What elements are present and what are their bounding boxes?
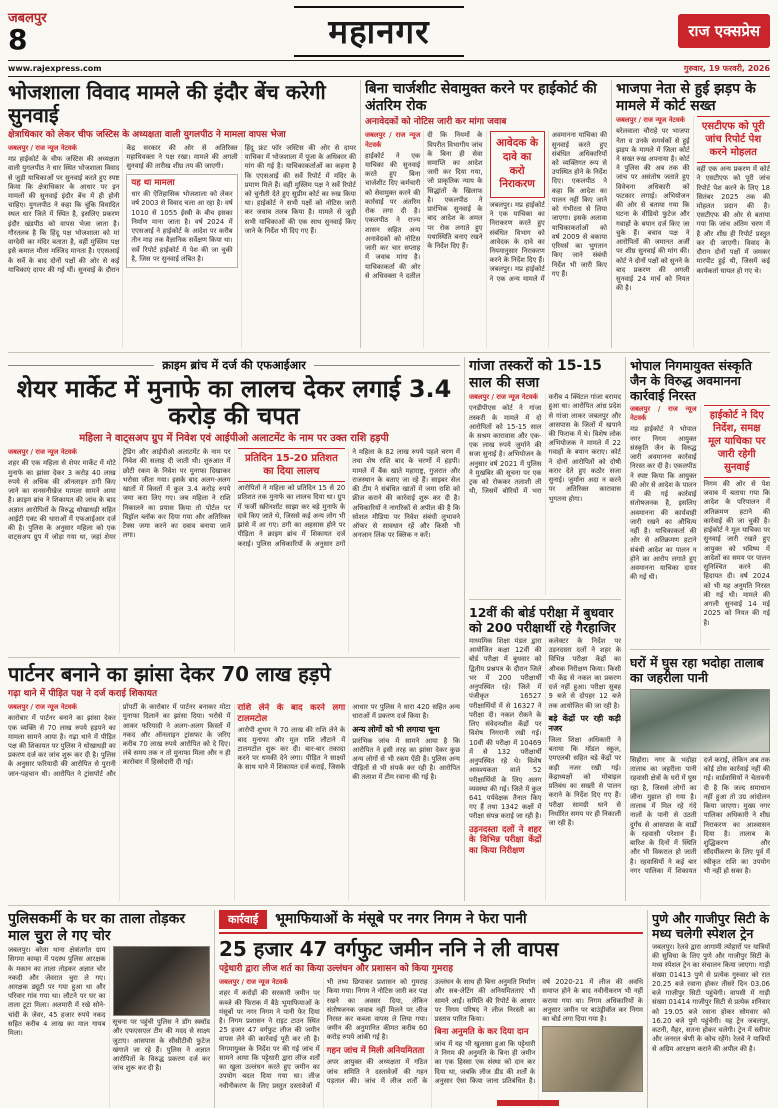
section-divider (8, 905, 770, 906)
partner-sub1-title: राशि लेने के बाद करने लगा टालमटोल (237, 703, 346, 724)
article-theft-body (8, 946, 210, 1108)
website-url: www.rajexpress.com (8, 64, 102, 73)
byline: जबलपुर / राज न्यूज नेटवर्क (8, 143, 77, 152)
body-text: मप्र हाईकोर्ट के चीफ जस्टिस की अध्यक्षता वाली युगलपीठ ने धार स्थित भोजशाला विवाद से जुड़ी याचिकाओं पर सुनवाई करते हुए स्पष्ट किया कि क्षेत्राधिकार के आधार पर इन मामलों की सुनवाई इंदौर बेंच में ही होनी चाहिए। युगलपीठ ने कहा कि चूंकि विवादित स्थल धार जिले में स्थित है, इसलिए प्रकरण इंदौर खंडपीठ को वापस भेजा जाता है। गौरतलब है कि हिंदू पक्ष भोजशाला को मां वाग्देवी का मंदिर बताता है, वहीं मुस्लिम पक्ष इसे कमाल मौला मस्जिद मानता है। एएसआई के सर्वे के बाद दोनों पक्षों की ओर से कई याचिकाएं दायर की गई थीं। सुनवाई के दौरान केंद्र सरकार की ओर से अतिरिक्त महाधिवक्ता ने पक्ष रखा। मामले की अगली सुनवाई की तारीख शीघ्र तय की जाएगी। (8, 143, 238, 274)
body-text: माध्यमिक शिक्षा मंडल द्वारा आयोजित कक्षा 12वीं की बोर्ड परीक्षा में बुधवार को द्वितीय प्रश्नपत्र के दौरान जिले भर में 200 परीक्षार्थी अनुपस्थित रहे। जिले में पंजीकृत 16527 परीक्षार्थियों में से 16327 ने परीक्षा दी। नकल रोकने के लिए संवेदनशील केंद्रों पर विशेष निगरानी रखी गई। 10वीं की परीक्षा में 10469 में से 132 परीक्षार्थी अनुपस्थित रहे थे। विशेष आवश्यकता वाले 52 परीक्षार्थियों के लिए अलग व्यवस्था की गई। जिले में कुल 641 पर्यवेक्षक तैनात किए गए हैं तथा 1342 कक्षों में परीक्षा संपन्न कराई जा रही है। (469, 637, 542, 821)
partner-sub2-title: अन्य लोगों को भी लगाया चूना (352, 724, 440, 734)
column-divider (625, 357, 626, 901)
notice-red-box (490, 131, 545, 198)
page-number: 8 (8, 23, 28, 56)
column-divider (611, 80, 612, 348)
body-text: कलेक्टर के निर्देश पर उड़नदस्ता दलों ने शहर के विभिन्न परीक्षा केंद्रों का औचक निरीक्षण किया। किसी भी केंद्र से नकल का प्रकरण दर्ज नहीं हुआ। परीक्षा सुबह 9 बजे से दोपहर 12 बजे तक आयोजित की जा रही है। (548, 637, 621, 710)
article-train-headline: पुणे और गाजीपुर सिटी के मध्य चलेगी स्पेशल ट्रेन (652, 911, 770, 941)
pond-photo (630, 689, 770, 753)
banner-title: एसटीएफ को पूरी जांच रिपोर्ट पेश करने मोहलत (701, 121, 765, 159)
crime-branch-kicker (8, 358, 460, 373)
edition-date: गुरुवार, 19 फरवरी, 2026 (683, 64, 770, 73)
article-police-theft (8, 910, 210, 1108)
action-tagstrip (219, 910, 643, 934)
masthead-left (8, 4, 138, 58)
body-text: शहर की एक महिला से शेयर मार्केट में मोटे मुनाफे का झांसा देकर 3 करोड़ 40 लाख रुपये से अधिक की ऑनलाइन ठगी किए जाने का सनसनीखेज मामला सामने आया है। क्राइम ब्रांच ने शिकायत की जांच के बाद अज्ञात आरोपितों के विरुद्ध धोखाधड़ी सहित आईटी एक्ट की धाराओं में एफआईआर दर्ज की है। पुलिस के अनुसार महिला को एक वाट्सअप ग्रुप में जोड़ा गया था, जहां शेयर ट्रेडिंग और आईपीओ अलाटमेंट के नाम पर निवेश की सलाह दी जाती थी। शुरुआत में छोटी रकम के निवेश पर मुनाफा दिखाकर भरोसा जीता गया। इसके बाद अलग-अलग खातों में किस्तों में कुल 3.4 करोड़ रुपये जमा करा लिए गए। जब महिला ने राशि निकालने का प्रयास किया तो पोर्टल पर विड्रॉल ब्लॉक कर दिया गया और अतिरिक्त टैक्स जमा करने का दबाव बनाया जाने लगा। (8, 448, 231, 542)
section-divider (469, 599, 621, 600)
body-text: जबलपुर। मप्र हाईकोर्ट ने एक अन्य मामले में अवमानना याचिका की सुनवाई करते हुए संबंधित अधिकारियों को व्यक्तिगत रूप से उपस्थित होने के निर्देश दिए। एकलपीठ ने कहा कि आदेश का पालन नहीं किए जाने को गंभीरता से लिया जाएगा। इसके अलावा याचिकाकर्ताओं को वर्ष 2009 से बकाया एरियर्स का भुगतान किए जाने संबंधी निर्देश भी जारी किए गए हैं। (489, 131, 607, 283)
reclaimed-land-photo (542, 1026, 643, 1092)
body-text: सूचना पर पहुंची पुलिस ने डॉग स्क्वॉड और एफएसएल टीम की मदद से साक्ष्य जुटाए। आसपास के सीसीटीवी फुटेज खंगाले जा रहे हैं। पुलिस ने अज्ञात आरोपितों के विरुद्ध प्रकरण दर्ज कर जांच शुरू कर दी है। (112, 1018, 210, 1073)
article-partner-body (8, 703, 460, 901)
byline: जबलपुर / राज न्यूज नेटवर्क (8, 448, 77, 457)
action-tag: कार्रवाई (219, 910, 267, 929)
body-text: जबलपुर। रेलवे द्वारा आगामी त्योहारों पर यात्रियों की सुविधा के लिए पुणे और गाजीपुर सिटी के मध्य स्पेशल ट्रेन का संचालन किया जाएगा। गाड़ी संख्या 01413 पुणे से प्रत्येक गुरुवार को रात 20.25 बजे रवाना होकर तीसरे दिन 03.06 बजे गाजीपुर सिटी पहुंचेगी। वापसी में गाड़ी संख्या 01414 गाजीपुर सिटी से प्रत्येक शनिवार को 19.05 बजे रवाना होकर सोमवार को 16.20 बजे पुणे पहुंचेगी। यह ट्रेन जबलपुर, कटनी, मैहर, सतना होकर चलेगी। ट्रेन में स्लीपर और जनरल श्रेणी के कोच रहेंगे। रेलवे ने यात्रियों से अग्रिम आरक्षण कराने की अपील की है। (652, 943, 770, 1053)
hc-direction-banner (704, 405, 771, 478)
body-text: वहीं एक अन्य प्रकरण में कोर्ट ने एसटीएफ को पूरी जांच रिपोर्ट पेश करने के लिए 18 सितंबर 2025 तक की मोहलत प्रदान की है। एसटीएफ की ओर से बताया गया कि जांच अंतिम चरण में है और शीघ्र ही रिपोर्ट प्रस्तुत कर दी जाएगी। विवाद के दौरान दोनों पक्षों में जमकर मारपीट हुई थी, जिसमें कई कार्यकर्ता घायल हो गए थे। (696, 165, 770, 275)
body-text: सिहोरा। नगर के भदोहा तालाब का जहरीला पानी रहवासी क्षेत्रों के घरों में घुस रहा है, जिससे लोगों का जीना मुहाल हो गया है। तालाब में मिल रहे गंदे नालों के पानी से उठती दुर्गंध से आसपास के वार्डों के रहवासी परेशान हैं। बारिश के दिनों में स्थिति और भी विकराल हो जाती है। रहवासियों ने कई बार नगर पालिका में शिकायत दर्ज कराई, लेकिन अब तक कोई ठोस कार्रवाई नहीं की गई। वार्डवासियों ने चेतावनी दी है कि जल्द समाधान नहीं हुआ तो उग्र आंदोलन किया जाएगा। मुख्य नगर पालिका अधिकारी ने शीघ्र निराकरण का आश्वासन दिया है। तालाब के शुद्धिकरण और सौंदर्यीकरण के लिए पूर्व में स्वीकृत राशि का उपयोग भी नहीं हो सका है। (630, 756, 770, 875)
body-text: शहर में करोड़ों की सरकारी जमीन पर कब्जे की फिराक में बैठे भूमाफियाओं के मंसूबों पर नगर निगम ने पानी फेर दिया है। निगम प्रशासन ने राइट टाउन स्थित 25 हजार 47 वर्गफुट लीज की जमीन वापस लेने की कार्रवाई पूरी कर ली है। निगमायुक्त के निर्देश पर की गई जांच में सामने आया कि पट्टेधारी द्वारा लीज शर्तों का खुला उल्लंघन करते हुए जमीन का उपयोग बदल दिया गया था। लीज नवीनीकरण के लिए प्रस्तुत दस्तावेजों में भी तथ्य छिपाकर प्रशासन को गुमराह किया गया। निगम ने नोटिस जारी कर पक्ष रखने का अवसर दिया, लेकिन संतोषजनक जवाब नहीं मिलने पर लीज निरस्त कर कब्जा वापस ले लिया गया। जमीन की अनुमानित कीमत करीब 60 करोड़ रुपये आंकी गई है। (219, 978, 428, 1090)
middle-right-column (630, 357, 770, 901)
article-chargesheet-body (365, 131, 607, 348)
middle-left-column (8, 357, 460, 901)
board-sub1-title: उड़नदस्ता दलों ने शहर के विभिन्न परीक्षा केंद्रों का किया निरीक्षण (469, 824, 542, 856)
body-text: कारोबार में पार्टनर बनाने का झांसा देकर एक व्यक्ति से 70 लाख रुपये हड़पने का मामला सामने आया है। गढ़ा थाने में पीड़ित पक्ष की शिकायत पर पुलिस ने धोखाधड़ी का प्रकरण दर्ज कर जांच शुरू कर दी है। पुलिस के अनुसार फरियादी की आरोपित से पुरानी जान-पहचान थी। आरोपित ने ट्रांसपोर्ट और प्रॉपर्टी के कारोबार में पार्टनर बनाकर मोटा मुनाफा दिलाने का झांसा दिया। भरोसे में आकर फरियादी ने अलग-अलग किस्तों में नकद और ऑनलाइन ट्रांसफर के जरिए करीब 70 लाख रुपये आरोपित को दे दिए। लंबे समय तक न तो मुनाफा मिला और न ही कारोबार में हिस्सेदारी दी गई। (8, 703, 231, 778)
byline: जबलपुर / राज न्यूज नेटवर्क (616, 116, 685, 125)
article-share-market (8, 357, 460, 653)
notice-title: आवेदक के दावे का करो निराकरण (496, 137, 539, 191)
body-text: हिंदू फ्रंट फॉर जस्टिस की ओर से दायर याचिका में भोजशाला में पूजा के अधिकार की मांग की गई है। याचिकाकर्ताओं का कहना है कि एएसआई की सर्वे रिपोर्ट में मंदिर के प्रमाण मिले हैं। वहीं मुस्लिम पक्ष ने सर्वे रिपोर्ट को चुनौती देते हुए सुप्रीम कोर्ट का रुख किया था। हाईकोर्ट ने सभी पक्षों को नोटिस जारी कर जवाब तलब किया है। मामले से जुड़ी सभी याचिकाओं की एक साथ सुनवाई किए जाने के निर्देश भी दिए गए हैं। (244, 143, 356, 235)
body-text: ठगी का अहसास होने पर पीड़िता ने क्राइम ब्रांच में शिकायत दर्ज कराई। पुलिस अधिकारियों के अनुसार ठगों ने महिला के 82 लाख रुपये पहले चरण में तथा शेष राशि बाद के चरणों में हड़पी। मामले में बैंक खाते महाराष्ट्र, गुजरात और राजस्थान के बताए जा रहे हैं। साइबर सेल की टीम ने संबंधित खातों में जमा राशि को फ्रीज कराने की कार्रवाई शुरू कर दी है। अधिकारियों ने नागरिकों से अपील की है कि सोशल मीडिया पर निवेश संबंधी लुभावने ऑफर से सावधान रहें और किसी भी अनजान लिंक पर क्लिक न करें। (237, 448, 460, 548)
article-bjp-body (616, 116, 770, 348)
article-board-body (469, 637, 621, 901)
column-divider (214, 910, 215, 1108)
body-text: आरोपी शुभम ने 70 लाख की राशि लेने के बाद मुनाफा और मूल राशि लौटाने में टालमटोल शुरू कर दी। बार-बार तकादा करने पर धमकी देने लगा। पीड़ित ने साक्ष्यों के साथ थाने में शिकायत दर्ज कराई, जिसके आधार पर पुलिस ने धारा 420 सहित अन्य धाराओं में प्रकरण दर्ज किया है। (237, 703, 460, 772)
profit-lure-banner (238, 448, 346, 482)
article-ganja-body (469, 393, 621, 595)
land-sub1-title: गहन जांच में मिली अनियमितता (326, 1045, 425, 1056)
section-divider (8, 352, 770, 353)
kicker-label: क्राइम ब्रांच में दर्ज की एफआईआर (162, 358, 306, 372)
article-bhopal-nigam (630, 357, 770, 645)
article-toxic-pond (630, 654, 770, 901)
article-chargesheet-headline: बिना चार्जशीट सेवामुक्त करने पर हाईकोर्ट की अंतरिम रोक (365, 81, 597, 114)
notice-body: जबलपुर। मप्र हाईकोर्ट ने एक याचिका का निराकरण करते हुए संबंधित विभाग को आवेदक के दावे का नियमानुसार निराकरण करने के निर्देश दिए हैं। (489, 200, 545, 265)
article-ganja-headline: गांजा तस्करों को 15-15 साल की सजा (469, 358, 602, 391)
body-text: जिला शिक्षा अधिकारी ने बताया कि मॉडल स्कूल, एमएलबी सहित बड़े केंद्रों पर कड़ी नजर रखी गई। केंद्राध्यक्षों को मोबाइल प्रतिबंध का सख्ती से पालन कराने के निर्देश दिए गए हैं। परीक्षा सामग्री थाने से निर्धारित समय पर ही निकाली जा रही है। (548, 735, 621, 827)
article-partner-headline: पार्टनर बनाने का झांसा देकर 70 लाख हड़पे (8, 662, 331, 686)
body-text: निगम की ओर से पेश जवाब में बताया गया कि आदेश के परिपालन में अतिक्रमण हटाने की कार्रवाई की जा चुकी है। हाईकोर्ट ने मूल याचिका पर सुनवाई जारी रखते हुए आयुक्त को भविष्य में आदेशों का समय पर पालन सुनिश्चित करने की हिदायत दी। वर्ष 2024 को भी यह अनुमति निरस्त की गई थी। मामले की अगली सुनवाई 14 मई 2025 को नियत की गई है। (703, 480, 770, 627)
edition-city: जबलपुर (8, 11, 47, 26)
article-share-subhead: महिला ने वाट्सअप ग्रुप में निवेश एवं आईपीओ अलाटमेंट के नाम पर उक्त राशि हड़पी (79, 432, 389, 444)
section-divider (8, 657, 460, 658)
board-sub2-title: बड़े केंद्रों पर रही कड़ी नजर (548, 713, 621, 733)
body-text: मप्र हाईकोर्ट ने भोपाल नगर निगम आयुक्त संस्कृति जैन के विरुद्ध जारी अवमानना कार्रवाई निरस्त कर दी है। एकलपीठ ने स्पष्ट किया कि आयुक्त की ओर से आदेश के पालन में की गई कार्रवाई संतोषजनक है, इसलिए अवमानना की कार्यवाही जारी रखने का औचित्य नहीं है। याचिकाकर्ता की ओर से अतिक्रमण हटाने संबंधी आदेश का पालन न होने का आरोप लगाते हुए अवमानना याचिका दायर की गई थी। (630, 425, 697, 582)
byline: जबलपुर / राज न्यूज नेटवर्क (365, 131, 421, 149)
masthead-center (138, 6, 620, 57)
column-divider (464, 357, 465, 901)
article-chargesheet-subhead: अनावेदकों को नोटिस जारी कर मांगा जवाब (365, 117, 507, 128)
article-partner-subhead: गढ़ा थाने में पीड़ित पक्ष ने दर्ज कराई शिकायत (8, 688, 158, 699)
body-text: बरेलवाला चौराहे पर भाजपा नेता व उनके समर्थकों से हुई झड़प के मामले में जिला कोर्ट ने सख्त रुख अपनाया है। कोर्ट ने पुलिस की अब तक की जांच पर असंतोष जताते हुए विवेचना अधिकारी को फटकार लगाई। अभियोजन की ओर से बताया गया कि घटना के वीडियो फुटेज और गवाहों के बयान दर्ज किए जा चुके हैं। बचाव पक्ष ने आरोपितों की जमानत अर्जी पर शीघ्र सुनवाई की मांग की। कोर्ट ने दोनों पक्षों को सुनने के बाद प्रकरण की अगली सुनवाई 24 मार्च को नियत की है। (616, 127, 690, 293)
masthead-right (620, 4, 770, 58)
article-ganja (469, 357, 621, 595)
article-partner-fraud (8, 662, 460, 901)
article-bjp-court (616, 80, 770, 348)
inset-body: धार की ऐतिहासिक भोजशाला को लेकर वर्ष 2003 से विवाद चला आ रहा है। वर्ष 1010 से 1055 ईस्वी के बीच इसका निर्माण माना जाता है। वर्ष 2024 में एएसआई ने हाईकोर्ट के आदेश पर करीब तीन माह तक वैज्ञानिक सर्वेक्षण किया था। सर्वे रिपोर्ट हाईकोर्ट में पेश की जा चुकी है, जिस पर सुनवाई लंबित है। (131, 190, 233, 263)
article-land-reclaim (219, 910, 643, 1108)
dateline (8, 60, 770, 77)
strip-headline: भूमाफियाओं के मंसूबे पर नगर निगम ने फेरा पानी (275, 910, 527, 927)
article-bhojshala-headline: भोजशाला विवाद मामले की इंदौर बेंच करेगी सुनवाई (8, 80, 326, 127)
inset-title: यह था मामला (131, 177, 175, 188)
section-divider (630, 649, 770, 650)
bottom-row (8, 910, 770, 1108)
column-divider (647, 910, 648, 1108)
land-sub2-title: बिना अनुमति के कर दिया दान (434, 1027, 529, 1038)
byline: जबलपुर / राज न्यूज नेटवर्क (219, 978, 288, 987)
article-share-headline: शेयर मार्केट में मुनाफे का लालच देकर लगाई 3.4 करोड़ की चपत (16, 375, 452, 430)
brand-logo: राज एक्सप्रेस (678, 14, 770, 48)
article-bhojshala (8, 80, 356, 348)
article-board-exam (469, 604, 621, 901)
footer-red-mark (497, 1100, 559, 1106)
top-row (8, 80, 770, 348)
article-train-body (652, 943, 770, 1108)
broken-lock-photo (113, 946, 211, 1016)
column-divider (360, 80, 361, 348)
article-pond-body (630, 756, 770, 901)
article-land-body (219, 978, 643, 1108)
article-theft-headline: पुलिसकर्मी के घर का ताला तोड़कर माल चुरा ले गए चोर (8, 911, 186, 944)
byline: जबलपुर / राज न्यूज नेटवर्क (630, 405, 697, 423)
article-chargesheet (365, 80, 607, 348)
body-text: अपर आयुक्त की अध्यक्षता में गठित जांच समिति ने दस्तावेजों की गहन पड़ताल की। जांच में लीज शर्तों के उल्लंघन के साथ ही बिना अनुमति निर्माण और सब-लेटिंग की अनियमितताएं भी सामने आईं। समिति की रिपोर्ट के आधार पर निगम परिषद ने लीज निरस्ती का प्रस्ताव पारित किया। (326, 978, 536, 1085)
stf-report-banner (697, 116, 771, 163)
body-text: जांच में यह भी खुलासा हुआ कि पट्टेधारी ने निगम की अनुमति के बिना ही जमीन का एक हिस्सा एक संस्था को दान कर दिया था, जबकि लीज डीड की शर्तों के अनुसार ऐसा किया जाना प्रतिबंधित है। वर्ष 2020-21 में लीज की अवधि समाप्त होने के बाद नवीनीकरण भी नहीं कराया गया था। निगम अधिकारियों के अनुसार जमीन पर बाउंड्रीवॉल कर निगम का बोर्ड लगा दिया गया है। (434, 978, 643, 1085)
body-text: हाईकोर्ट ने एक याचिका की सुनवाई करते हुए बिना चार्जशीट दिए कर्मचारी को सेवामुक्त करने की कार्रवाई पर अंतरिम रोक लगा दी है। एकलपीठ ने राज्य शासन सहित अन्य अनावेदकों को नोटिस जारी कर चार सप्ताह में जवाब मांगा है। याचिकाकर्ता की ओर से अधिवक्ता ने दलील दी कि नियमों के विपरीत विभागीय जांच के बिना ही सेवा समाप्ति का आदेश जारी कर दिया गया, जो प्राकृतिक न्याय के सिद्धांतों के खिलाफ है। एकलपीठ ने प्रारंभिक सुनवाई के बाद आदेश के अमल पर रोक लगाते हुए यथास्थिति बनाए रखने के निर्देश दिए हैं। (365, 131, 483, 280)
article-land-subhead: पट्टेधारी द्वारा लीज शर्त का किया उल्लंघन और प्रशासन को किया गुमराह (219, 963, 453, 974)
inset-box-case-history (126, 174, 237, 268)
article-bhojshala-subhead: क्षेत्राधिकार को लेकर चीफ जस्टिस के अध्यक्षता वाली युगलपीठ ने मामला वापस भेजा (8, 129, 286, 140)
article-special-train (652, 910, 770, 1108)
article-board-headline: 12वीं की बोर्ड परीक्षा में बुधवार को 200 परीक्षार्थी रहे गैरहाजिर (469, 605, 616, 635)
article-share-body (8, 448, 460, 653)
body-text: प्रारंभिक जांच में सामने आया है कि आरोपित ने इसी तरह का झांसा देकर कुछ अन्य लोगों से भी रकम ऐंठी है। पुलिस अन्य पीड़ितों से भी संपर्क कर रही है। आरोपित की तलाश में टीम रवाना की गई है। (352, 736, 460, 782)
masthead (8, 4, 770, 58)
body-text: एनडीपीएस कोर्ट ने गांजा तस्करी के मामले में दो आरोपितों को 15-15 साल के सश्रम कारावास और एक-एक लाख रुपये जुर्माने की सजा सुनाई है। अभियोजन के अनुसार वर्ष 2021 में पुलिस ने मुखबिर की सूचना पर एक ट्रक को रोककर तलाशी ली थी, जिसमें बोरियों में भरा करीब 4 क्विंटल गांजा बरामद हुआ था। आरोपित आंध्र प्रदेश से गांजा लाकर जबलपुर और आसपास के जिलों में खपाने की फिराक में थे। विशेष लोक अभियोजक ने मामले में 22 गवाहों के बयान कराए। कोर्ट ने दोनों आरोपितों को दोषी करार देते हुए कठोर सजा सुनाई। जुर्माना अदा न करने पर अतिरिक्त कारावास भुगतना होगा। (469, 393, 621, 503)
middle-row (8, 357, 770, 901)
article-bjp-headline: भाजपा नेता से हुई झड़प के मामले में कोर्ट सख्त (616, 81, 756, 114)
article-pond-headline: घरों में घुस रहा भदोहा तालाब का जहरीला पानी (630, 655, 764, 685)
article-bhojshala-body (8, 144, 356, 348)
byline: जबलपुर / राज न्यूज नेटवर्क (8, 703, 77, 712)
section-title: महानगर (294, 6, 463, 57)
body-text: जबलपुर। बरेला थाना क्षेत्रांतर्गत ग्राम सिगमा काम्हा में पदस्थ पुलिस आरक्षक के मकान का ताला तोड़कर अज्ञात चोर नकदी और जेवरात चुरा ले गए। आरक्षक ड्यूटी पर गया हुआ था और परिवार गांव गया था। लौटने पर घर का ताला टूटा मिला। अलमारी में रखे सोने-चांदी के जेवर, 45 हजार रुपये नकद सहित करीब 4 लाख का माल गायब मिला। (8, 946, 106, 1038)
banner-title: हाईकोर्ट ने दिए निर्देश, समक्ष मूल याचिका पर जारी रहेगी सुनवाई (708, 410, 766, 473)
inset-body: आरोपितों ने महिला को प्रतिदिन 15 से 20 प्रतिशत तक मुनाफे का लालच दिया था। ग्रुप में फर्जी स्क्रीनशॉट साझा कर बड़े मुनाफे के दावे किए जाते थे, जिससे कई अन्य लोग भी झांसे में आ गए। (237, 484, 346, 530)
article-land-headline: 25 हजार 47 वर्गफुट जमीन ननि ने ली वापस (219, 937, 559, 961)
byline: जबलपुर / राज न्यूज नेटवर्क (469, 393, 538, 402)
middle-center-column (469, 357, 621, 901)
banner-title: प्रतिदिन 15-20 प्रतिशत का दिया लालच (244, 453, 338, 478)
article-bhopal-body (630, 405, 770, 645)
article-bhopal-headline: भोपाल निगमायुक्त संस्कृति जैन के विरुद्ध अवमानना कार्रवाई निरस्त (630, 358, 752, 403)
